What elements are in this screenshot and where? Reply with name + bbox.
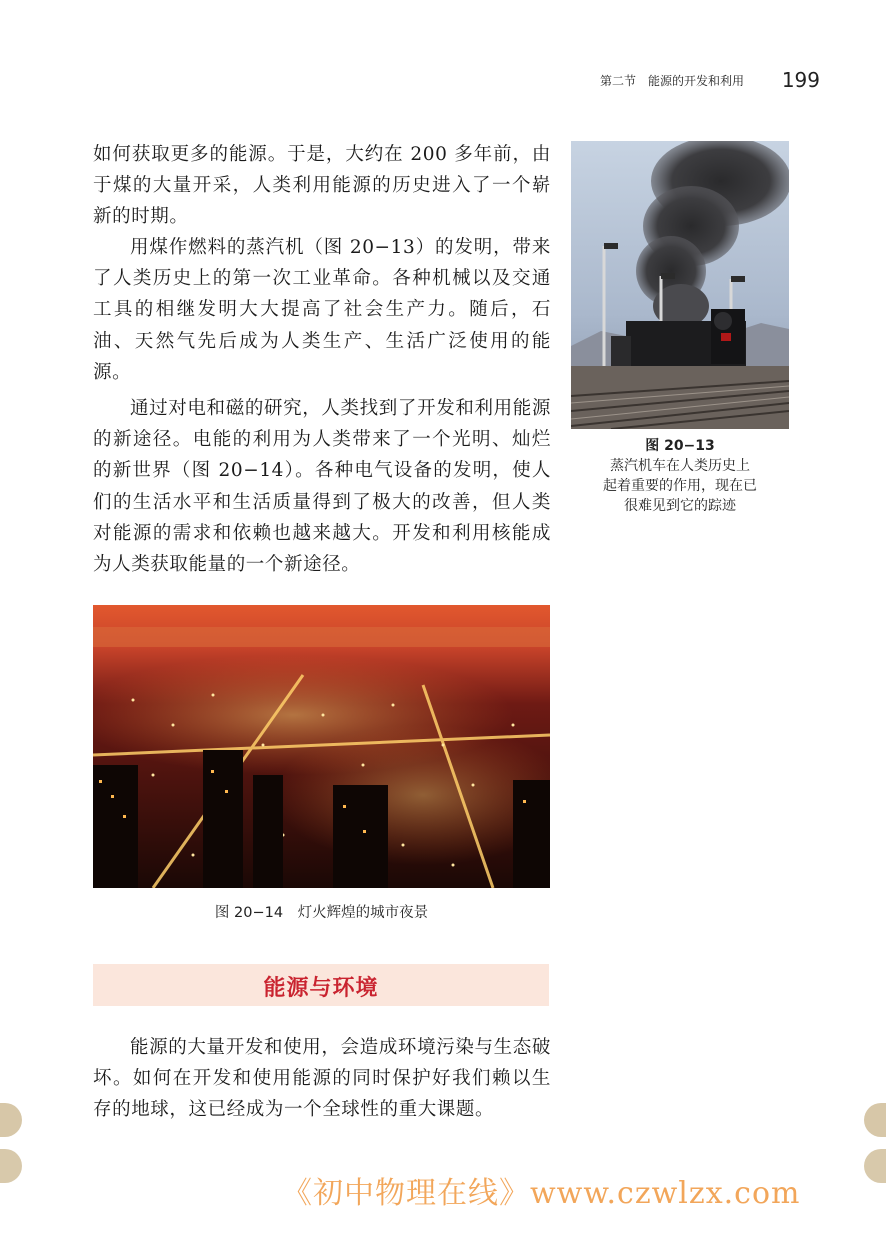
paragraph-3: 通过对电和磁的研究，人类找到了开发和利用能源的新途径。电能的利用为人类带来了一个光明、灿烂的新世界（图 20−14）。各种电气设备的发明，使人们的生活水平和生活质量得到了极大的改善，但人类对能源的需求和依赖也越来越大。开发和利用核能成为人类获取能量的一个新途径。 — [93, 398, 551, 576]
paragraph-1: 如何获取更多的能源。于是，大约在 200 多年前，由于煤的大量开采，人类利用能源的历史进入了一个崭新的时期。 — [93, 144, 551, 228]
city-night-photo — [93, 605, 550, 888]
section-heading-band — [93, 964, 549, 1006]
paragraph-2: 用煤作燃料的蒸汽机（图 20−13）的发明，带来了人类历史上的第一次工业革命。各种机械以及交通工具的相继发明大大提高了社会生产力。随后，石油、天然气先后成为人类生产、生活广泛使用的能源。 — [93, 237, 551, 383]
steam-locomotive-photo — [571, 141, 789, 429]
header-section-title: 第二节 能源的开发和利用 — [600, 74, 745, 88]
right-edge-tab-2 — [864, 1149, 886, 1183]
left-edge-tab-2 — [0, 1149, 22, 1183]
city-night-illustration — [93, 605, 550, 888]
figure-13-caption-line-2: 起着重要的作用，现在已 — [603, 478, 757, 494]
figure-13-caption-line-1: 蒸汽机车在人类历史上 — [610, 458, 750, 474]
steam-locomotive-illustration — [571, 141, 789, 429]
section-paragraph: 能源的大量开发和使用，会造成环境污染与生态破坏。如何在开发和使用能源的同时保护好我们赖以生存的地球，这已经成为一个全球性的重大课题。 — [93, 1037, 551, 1121]
figure-13-label: 图 20−13 — [645, 438, 715, 454]
page-header — [600, 68, 820, 92]
figure-14-caption: 图 20−14 灯火辉煌的城市夜景 — [214, 905, 429, 921]
site-watermark: 《初中物理在线》www.czwlzx.com — [282, 1176, 801, 1211]
figure-13-caption — [571, 436, 789, 516]
figure-13-caption-line-3: 很难见到它的踪迹 — [624, 498, 736, 514]
right-edge-tab-1 — [864, 1103, 886, 1137]
left-edge-tab-1 — [0, 1103, 22, 1137]
section-title: 能源与环境 — [263, 976, 379, 1001]
page-number: 199 — [781, 68, 820, 92]
